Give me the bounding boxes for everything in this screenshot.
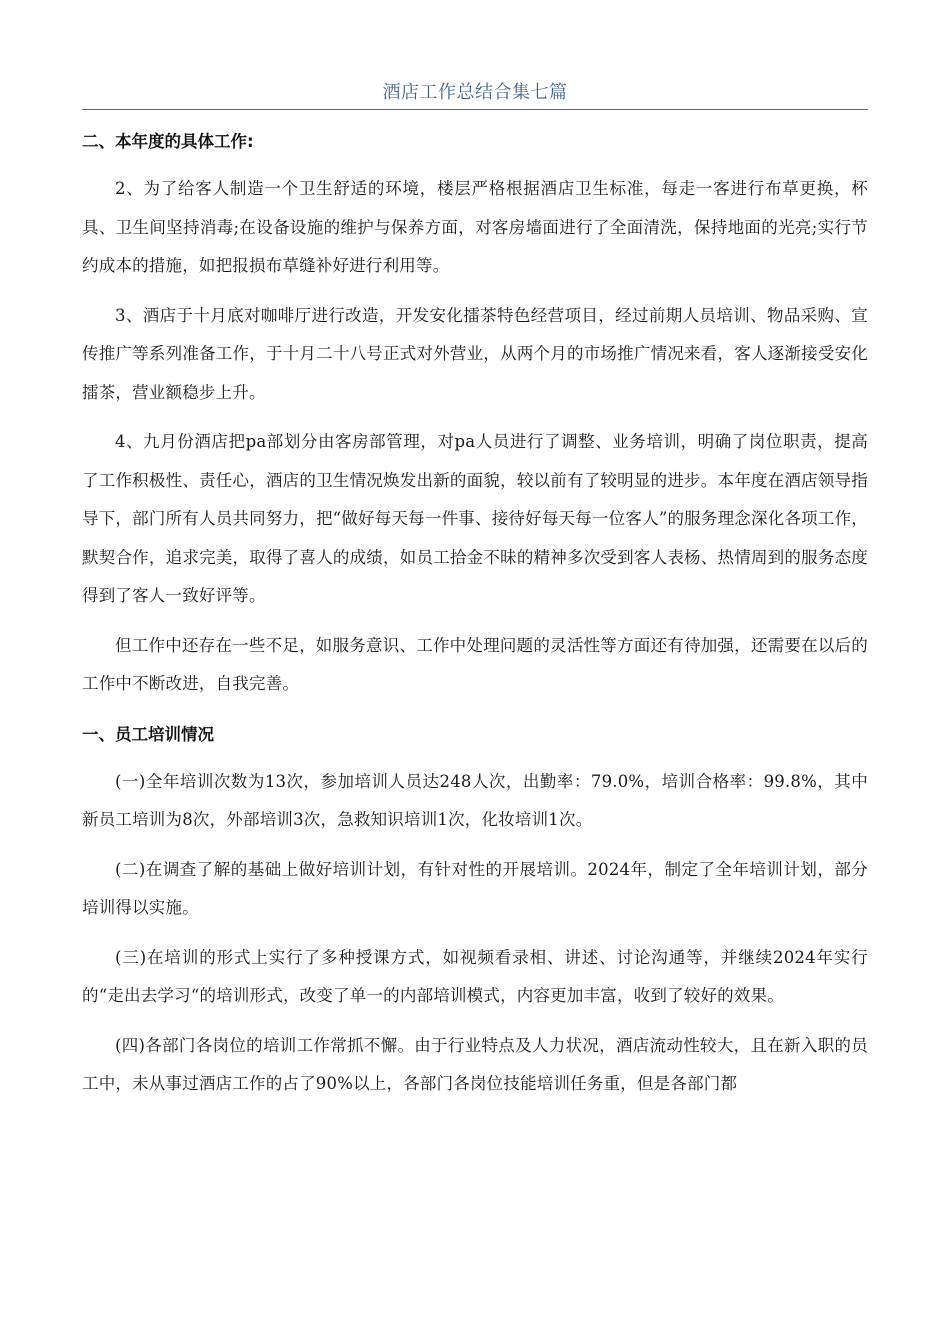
paragraph-item-4: 4、九月份酒店把pa部划分由客房部管理，对pa人员进行了调整、业务培训，明确了岗位职责，提高了工作积极性、责任心，酒店的卫生情况焕发出新的面貌，较以前有了较明显的进步。本年度在酒店领导指导下，部门所有人员共同努力，把“做好每天每一件事、接待好每天每一位客人”的服务理念深化各项工作，默契合作，追求完美，取得了喜人的成绩，如员工拾金不昧的精神多次受到客人表杨、热情周到的服务态度得到了客人一致好评等。 (82, 432, 868, 605)
paragraph-item-2: 2、为了给客人制造一个卫生舒适的环境，楼层严格根据酒店卫生标准，每走一客进行布草更换，杯具、卫生间坚持消毒;在设备设施的维护与保养方面，对客房墙面进行了全面清洗，保持地面的光亮;实行节约成本的措施，如把报损布草缝补好进行利用等。 (82, 179, 868, 275)
paragraph-shortcomings: 但工作中还存在一些不足，如服务意识、工作中处理问题的灵活性等方面还有待加强，还需要在以后的工作中不断改进，自我完善。 (82, 635, 868, 693)
section-heading-staff-training: 一、员工培训情况 (82, 724, 214, 744)
paragraph-training-3: (三)在培训的形式上实行了多种授课方式，如视频看录相、讲述、讨论沟通等，并继续2024年实行的“走出去学习“的培训形式，改变了单一的内部培训模式，内容更加丰富，收到了较好的效果。 (82, 947, 868, 1005)
document-title: 酒店工作总结合集七篇 (382, 82, 568, 103)
document-body (82, 122, 868, 1115)
paragraph-item-3: 3、酒店于十月底对咖啡厅进行改造，开发安化擂茶特色经营项目，经过前期人员培训、物品采购、宣传推广等系列准备工作，于十月二十八号正式对外营业，从两个月的市场推广情况来看，客人逐渐接受安化擂茶，营业额稳步上升。 (82, 305, 868, 402)
page-header (82, 78, 868, 110)
paragraph-training-2: (二)在调查了解的基础上做好培训计划，有针对性的开展培训。2024年，制定了全年培训计划，部分培训得以实施。 (82, 859, 868, 917)
paragraph-training-1: (一)全年培训次数为13次，参加培训人员达248人次，出勤率：79.0%，培训合格率：99.8%，其中新员工培训为8次，外部培训3次，急救知识培训1次，化妆培训1次。 (82, 771, 868, 829)
paragraph-training-4: (四)各部门各岗位的培训工作常抓不懈。由于行业特点及人力状况，酒店流动性较大，且在新入职的员工中，未从事过酒店工作的占了90%以上，各部门各岗位技能培训任务重，但是各部门都 (82, 1035, 868, 1093)
section-heading-specific-work: 二、本年度的具体工作: (82, 132, 254, 151)
